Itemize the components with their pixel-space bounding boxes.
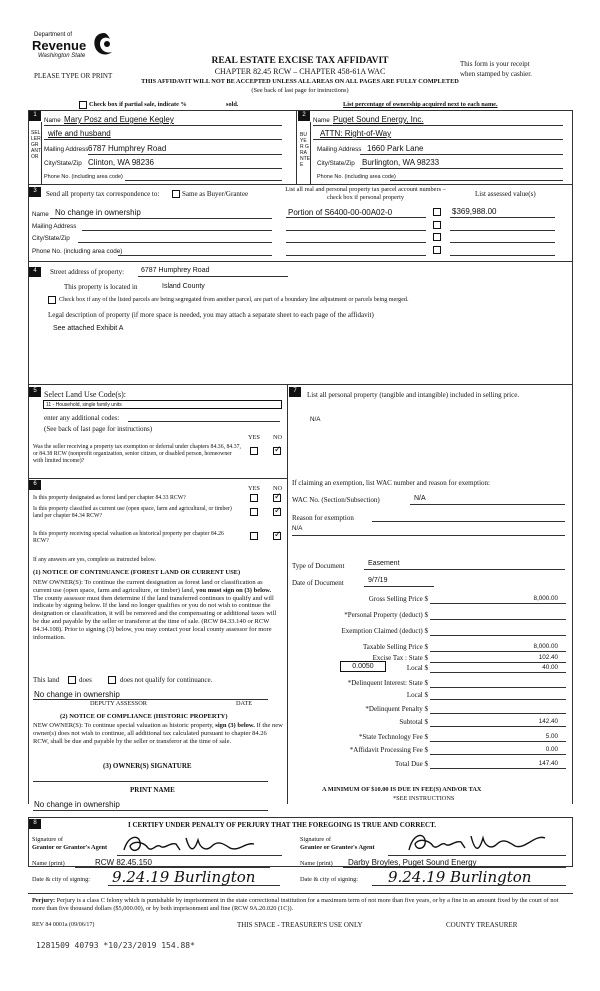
forest-no-checkbox[interactable] xyxy=(273,494,281,502)
grantee-sig-label-2: Grantee or Grantee's Agent xyxy=(300,844,375,851)
wac-label: WAC No. (Section/Subsection) xyxy=(292,496,380,504)
buyer-phone-label: Phone No. (including area code) xyxy=(317,174,396,180)
section-2-marker: 2 xyxy=(298,111,310,121)
street-value[interactable]: 6787 Humphrey Road xyxy=(141,267,210,274)
parcel-personal-checkbox-2[interactable] xyxy=(433,221,441,229)
reason-value[interactable]: N/A xyxy=(292,525,303,532)
seller-phone-label: Phone No. (including area code) xyxy=(44,174,123,180)
owner-signature-label: (3) OWNER(S) SIGNATURE xyxy=(103,762,192,770)
grantor-date-label: Date & city of signing: xyxy=(32,876,91,883)
seller-side-label: SELLER GRANTOR xyxy=(31,130,41,160)
section-6-marker: 6 xyxy=(29,480,41,490)
current-use-question: Is this property classified as current use (open space, farm and agricultural, or timber) land per chapter 84.34 RCW? xyxy=(33,506,232,519)
land-use-select[interactable] xyxy=(43,400,282,409)
tax-row-label: Excise Tax : State $ xyxy=(372,654,428,662)
legal-value[interactable]: See attached Exhibit A xyxy=(53,325,124,332)
wac-value[interactable]: N/A xyxy=(414,495,426,502)
street-label: Street address of property: xyxy=(50,268,125,276)
seller-address[interactable]: 6787 Humphrey Road xyxy=(88,144,167,153)
exemption-no-checkbox[interactable] xyxy=(273,447,281,455)
s5-yes-header: YES xyxy=(248,434,260,441)
section-8-marker: 8 xyxy=(29,819,41,829)
compliance-p2: If the new owner(s) does not wish to continue, all additional tax calculated pursuant to chapter 84.26 RCW, shall be due and payable by the seller or transferor at the time of sale. xyxy=(33,722,283,745)
buyer-address-label: Mailing Address xyxy=(317,146,362,153)
forest-yes-checkbox[interactable] xyxy=(250,494,258,502)
grantor-date-city[interactable]: 9.24.19 Burlington xyxy=(112,868,256,886)
print-name-value[interactable]: No change in ownership xyxy=(34,800,120,809)
buyer-side-label: BUYER GRANTEE xyxy=(300,132,310,168)
partial-sale-checkbox[interactable] xyxy=(79,101,87,109)
this-land-label: This land xyxy=(33,676,60,684)
perjury-bold: Perjury: xyxy=(32,897,56,904)
grantor-signature-image xyxy=(120,832,280,856)
tax-row-label: Exemption Claimed (deduct) $ xyxy=(341,627,428,635)
if-yes-note: If any answers are yes, complete as instructed below. xyxy=(33,557,156,563)
exemption-question: Was the seller receiving a property tax exemption or deferral under chapters 84.36, 84.37, or 84.38 RCW (nonprofit organization, senior citizen, or disabled person, homeowner with limited income)? xyxy=(33,444,241,464)
logo-dept: Department of xyxy=(34,32,73,38)
form-revision: REV 84 0001a (09/06/17) xyxy=(32,922,95,928)
certify-statement: I CERTIFY UNDER PENALTY OF PERJURY THAT THE FOREGOING IS TRUE AND CORRECT. xyxy=(128,821,437,829)
section-1-marker: 1 xyxy=(29,111,41,121)
county-value[interactable]: Island County xyxy=(162,283,205,290)
perjury-note xyxy=(32,897,572,913)
tax-row-label: *State Technology Fee $ xyxy=(358,733,428,741)
sold-label: sold. xyxy=(226,101,239,108)
historic-question: Is this property receiving special valuation as historical property per chapter 84.26 RCW? xyxy=(33,531,224,544)
form-title: REAL ESTATE EXCISE TAX AFFIDAVIT xyxy=(211,56,389,66)
buyer-address[interactable]: 1660 Park Lane xyxy=(367,144,424,153)
dor-logo xyxy=(32,32,127,70)
compliance-p1: NEW OWNER(S): To continue special valuation as historic property, xyxy=(33,722,214,729)
land-use-label: Select Land Use Code(s): xyxy=(44,390,126,399)
buyer-name-2[interactable]: ATTN: Right-of-Way xyxy=(320,129,392,138)
historic-yes-checkbox[interactable] xyxy=(250,532,258,540)
see-instructions-note: *SEE INSTRUCTIONS xyxy=(393,795,455,802)
buyer-name-label: Name xyxy=(313,117,330,124)
grantee-name-label: Name (print) xyxy=(300,860,333,867)
grantor-name-label: Name (print) xyxy=(32,860,65,867)
send-correspondence-label: Send all property tax correspondence to: xyxy=(46,190,160,198)
forest-question: Is this property designated as forest land per chapter 84.33 RCW? xyxy=(33,495,186,501)
receipt-note-1: This form is your receipt xyxy=(460,60,530,68)
grantee-name-print[interactable]: Darby Broyles, Puget Sound Energy xyxy=(348,858,477,867)
tax-row-line xyxy=(430,662,566,663)
tax-row-value[interactable]: 0.00 xyxy=(545,746,558,753)
reason-label: Reason for exemption xyxy=(292,514,354,522)
additional-codes-label: enter any additional codes: xyxy=(44,414,120,422)
tax-row-line xyxy=(430,619,566,620)
segregated-label: Check box if any of the listed parcels are being segregated from another parcel, are part of a boundary line adjustment or parcels being merged. xyxy=(59,297,409,303)
tax-row-label: *Affidavit Processing Fee $ xyxy=(349,746,428,754)
does-not-label: does not qualify for continuance. xyxy=(120,676,213,684)
tax-row-label: Taxable Selling Price $ xyxy=(362,643,428,651)
local-rate-box[interactable] xyxy=(340,661,386,672)
tax-row-label: Subtotal $ xyxy=(399,718,428,726)
section-3-marker: 3 xyxy=(29,187,41,197)
print-name-label: PRINT NAME xyxy=(130,786,175,794)
grantee-signature-image xyxy=(405,830,565,856)
receipt-stamp: 1281509 40793 *10/23/2019 154.88* xyxy=(36,941,195,950)
tax-row-line xyxy=(430,672,566,673)
partial-sale-label: Check box if partial sale, indicate % xyxy=(89,101,187,108)
parcel-personal-checkbox-1[interactable] xyxy=(433,208,441,216)
tax-row-line xyxy=(430,651,566,652)
tax-row-label: *Delinquent Interest: State $ xyxy=(347,679,428,687)
tax-row-value[interactable]: 102.40 xyxy=(538,654,558,661)
form-chapter: CHAPTER 82.45 RCW – CHAPTER 458-61A WAC xyxy=(214,67,386,76)
exemption-yes-checkbox[interactable] xyxy=(250,447,258,455)
tax-row-line xyxy=(430,635,566,636)
grantee-sig-label-1: Signature of xyxy=(300,836,331,843)
tax-row-line xyxy=(430,741,566,742)
logo-state: Washington State xyxy=(38,53,86,59)
assessed-header: List assessed value(s) xyxy=(475,190,536,198)
continuance-title: (1) NOTICE OF CONTINUANCE (FOREST LAND OR CURRENT USE) xyxy=(33,569,241,576)
treasurer-use-label: THIS SPACE - TREASURER'S USE ONLY xyxy=(237,921,363,929)
deputy-assessor-label: DEPUTY ASSESSOR xyxy=(90,700,147,707)
please-type: PLEASE TYPE OR PRINT xyxy=(34,72,113,80)
current-use-no-checkbox[interactable] xyxy=(273,508,281,516)
same-as-buyer-label: Same as Buyer/Grantee xyxy=(182,190,249,198)
personal-property-value[interactable]: N/A xyxy=(310,416,321,423)
grantor-name-print[interactable]: RCW 82.45.150 xyxy=(95,858,152,867)
tax-row-label: Gross Selling Price $ xyxy=(368,595,428,603)
located-label: This property is located in xyxy=(64,283,138,291)
seller-name-label: Name xyxy=(44,117,61,124)
personal-property-label: List all personal property (tangible and intangible) included in selling price. xyxy=(307,391,520,399)
historic-no-checkbox[interactable] xyxy=(273,532,281,540)
date-label: DATE xyxy=(236,700,253,707)
s3-address-label: Mailing Address xyxy=(32,223,77,230)
tax-row-line xyxy=(430,726,566,727)
minimum-due-note: A MINIMUM OF $10.00 IS DUE IN FEE(S) AND/OR TAX xyxy=(322,786,482,793)
continuance-text xyxy=(33,579,281,641)
does-checkbox[interactable] xyxy=(68,676,76,684)
tax-row-value[interactable]: 8,000.00 xyxy=(533,643,558,650)
continuance-bold: you must sign on (3) below. xyxy=(195,586,272,594)
seller-name[interactable]: Mary Posz and Eugene Kegley xyxy=(64,115,174,124)
doc-type-label: Type of Document xyxy=(292,562,345,570)
tax-row-line xyxy=(430,754,566,755)
segregated-checkbox[interactable] xyxy=(48,296,56,304)
doc-type-value[interactable]: Easement xyxy=(368,560,400,567)
local-rate-value: 0.0050 xyxy=(352,663,374,670)
tax-row-value[interactable]: 147.40 xyxy=(538,760,558,767)
tax-row-line xyxy=(430,687,566,688)
tax-row-value[interactable]: 5.00 xyxy=(545,733,558,740)
doc-date-value[interactable]: 9/7/19 xyxy=(368,577,388,584)
section-7-marker: 7 xyxy=(289,387,301,397)
county-treasurer-label: COUNTY TREASURER xyxy=(446,921,518,929)
parcel-personal-checkbox-4[interactable] xyxy=(433,246,441,254)
tax-row-value[interactable]: 8,000.00 xyxy=(533,595,558,602)
tax-row-label: *Personal Property (deduct) $ xyxy=(344,611,428,619)
tax-row-value[interactable]: 142.40 xyxy=(538,718,558,725)
compliance-bold: sign (3) below. xyxy=(215,722,255,729)
legal-label: Legal description of property (if more space is needed, you may attach a separate sheet to each page of the affidavit) xyxy=(48,311,374,319)
compliance-title: (2) NOTICE OF COMPLIANCE (HISTORIC PROPERTY) xyxy=(60,713,228,720)
tax-row-value[interactable]: 40.00 xyxy=(542,664,558,671)
s5-see-back: (See back of last page for instructions) xyxy=(44,425,153,433)
tax-row-line xyxy=(430,603,566,604)
does-label: does xyxy=(79,676,92,684)
logo-revenue: Revenue xyxy=(32,38,87,53)
land-use-value: 11 - Household, single family units xyxy=(46,402,122,408)
see-back: (See back of last page for instructions) xyxy=(251,87,349,94)
parcel-personal-checkbox-3[interactable] xyxy=(433,233,441,241)
perjury-text: Perjury is a class C felony which is punishable by imprisonment in the state correctional institution for a maximum term of not more than five years, or by a fine in an amount fixed by the court of not more than five thousand dollars ($5,000.00), or by both imprisonment and fine (RCW 9A.20.020 (1C)). xyxy=(32,897,559,912)
s3-city-label: City/State/Zip xyxy=(32,235,70,242)
same-as-buyer-checkbox[interactable] xyxy=(172,190,180,198)
tax-row-line xyxy=(430,768,566,769)
grantor-sig-label-2: Grantor or Grantor's Agent xyxy=(32,844,108,851)
s3-name-label: Name xyxy=(32,211,49,218)
s6-no-header: NO xyxy=(273,485,283,492)
current-use-yes-checkbox[interactable] xyxy=(250,508,258,516)
parcel-header: List all real and personal property tax parcel account numbers – check box if personal property xyxy=(285,186,446,201)
continuance-p2: The county assessor must then determine if the land transferred continues to qualify and will indicate by signing below. If the land no longer qualifies or you do not wish to continue the designation or classification, it will be removed and the compensating or additional taxes will be due and payable by the seller or transferor at the time of sale. (RCW 84.33.140 or RCW 84.34.108). Prior to signing (3) below, you may contact your local county assessor for more information. xyxy=(33,594,277,641)
tax-row-line xyxy=(430,713,566,714)
s5-no-header: NO xyxy=(273,434,283,441)
assessed-value[interactable]: $369,988.00 xyxy=(452,207,497,216)
seller-city-label: City/State/Zip xyxy=(44,160,82,167)
s3-name[interactable]: No change in ownership xyxy=(55,208,141,217)
claiming-exemption-label: If claiming an exemption, list WAC number and reason for exemption: xyxy=(292,479,490,487)
tax-row-label: Local $ xyxy=(406,691,428,699)
assessor-value[interactable]: No change in ownership xyxy=(34,690,120,699)
tax-row-label: Total Due $ xyxy=(395,760,428,768)
s6-yes-header: YES xyxy=(248,485,260,492)
grantee-date-city[interactable]: 9.24.19 Burlington xyxy=(388,868,532,886)
buyer-city[interactable]: Burlington, WA 98233 xyxy=(362,158,440,167)
does-not-checkbox[interactable] xyxy=(108,676,116,684)
tax-row-label: Local $ xyxy=(406,664,428,672)
buyer-city-label: City/State/Zip xyxy=(317,160,355,167)
seller-address-label: Mailing Address xyxy=(44,146,89,153)
section-4-marker: 4 xyxy=(29,267,41,277)
parcel-number[interactable]: Portion of S6400-00-00A02-0 xyxy=(288,208,393,217)
buyer-name[interactable]: Puget Sound Energy, Inc. xyxy=(333,115,424,124)
seller-city[interactable]: Clinton, WA 98236 xyxy=(88,158,154,167)
tax-row-label: *Delinquent Penalty $ xyxy=(365,705,428,713)
seller-name-2[interactable]: wife and husband xyxy=(48,129,111,138)
section-5-marker: 5 xyxy=(29,387,41,397)
grantee-date-label: Date & city of signing: xyxy=(300,876,359,883)
s3-phone-label: Phone No. (including area code) xyxy=(32,248,123,255)
logo-swoosh-icon xyxy=(92,32,116,58)
grantor-sig-label-1: Signature of xyxy=(32,836,63,843)
doc-date-label: Date of Document xyxy=(292,579,344,587)
compliance-text xyxy=(33,722,283,745)
pct-ownership-label: List percentage of ownership acquired next to each name. xyxy=(343,101,498,108)
tax-row-line xyxy=(430,699,566,700)
continuance-p1: NEW OWNER(S): To continue the current designation as forest land or classification as current use (open space, farm and agriculture, or timber) land, xyxy=(33,579,263,594)
not-accepted: THIS AFFIDAVIT WILL NOT BE ACCEPTED UNLESS ALL AREAS ON ALL PAGES ARE FULLY COMPLETED xyxy=(141,78,459,85)
receipt-note-2: when stamped by cashier. xyxy=(460,70,532,78)
